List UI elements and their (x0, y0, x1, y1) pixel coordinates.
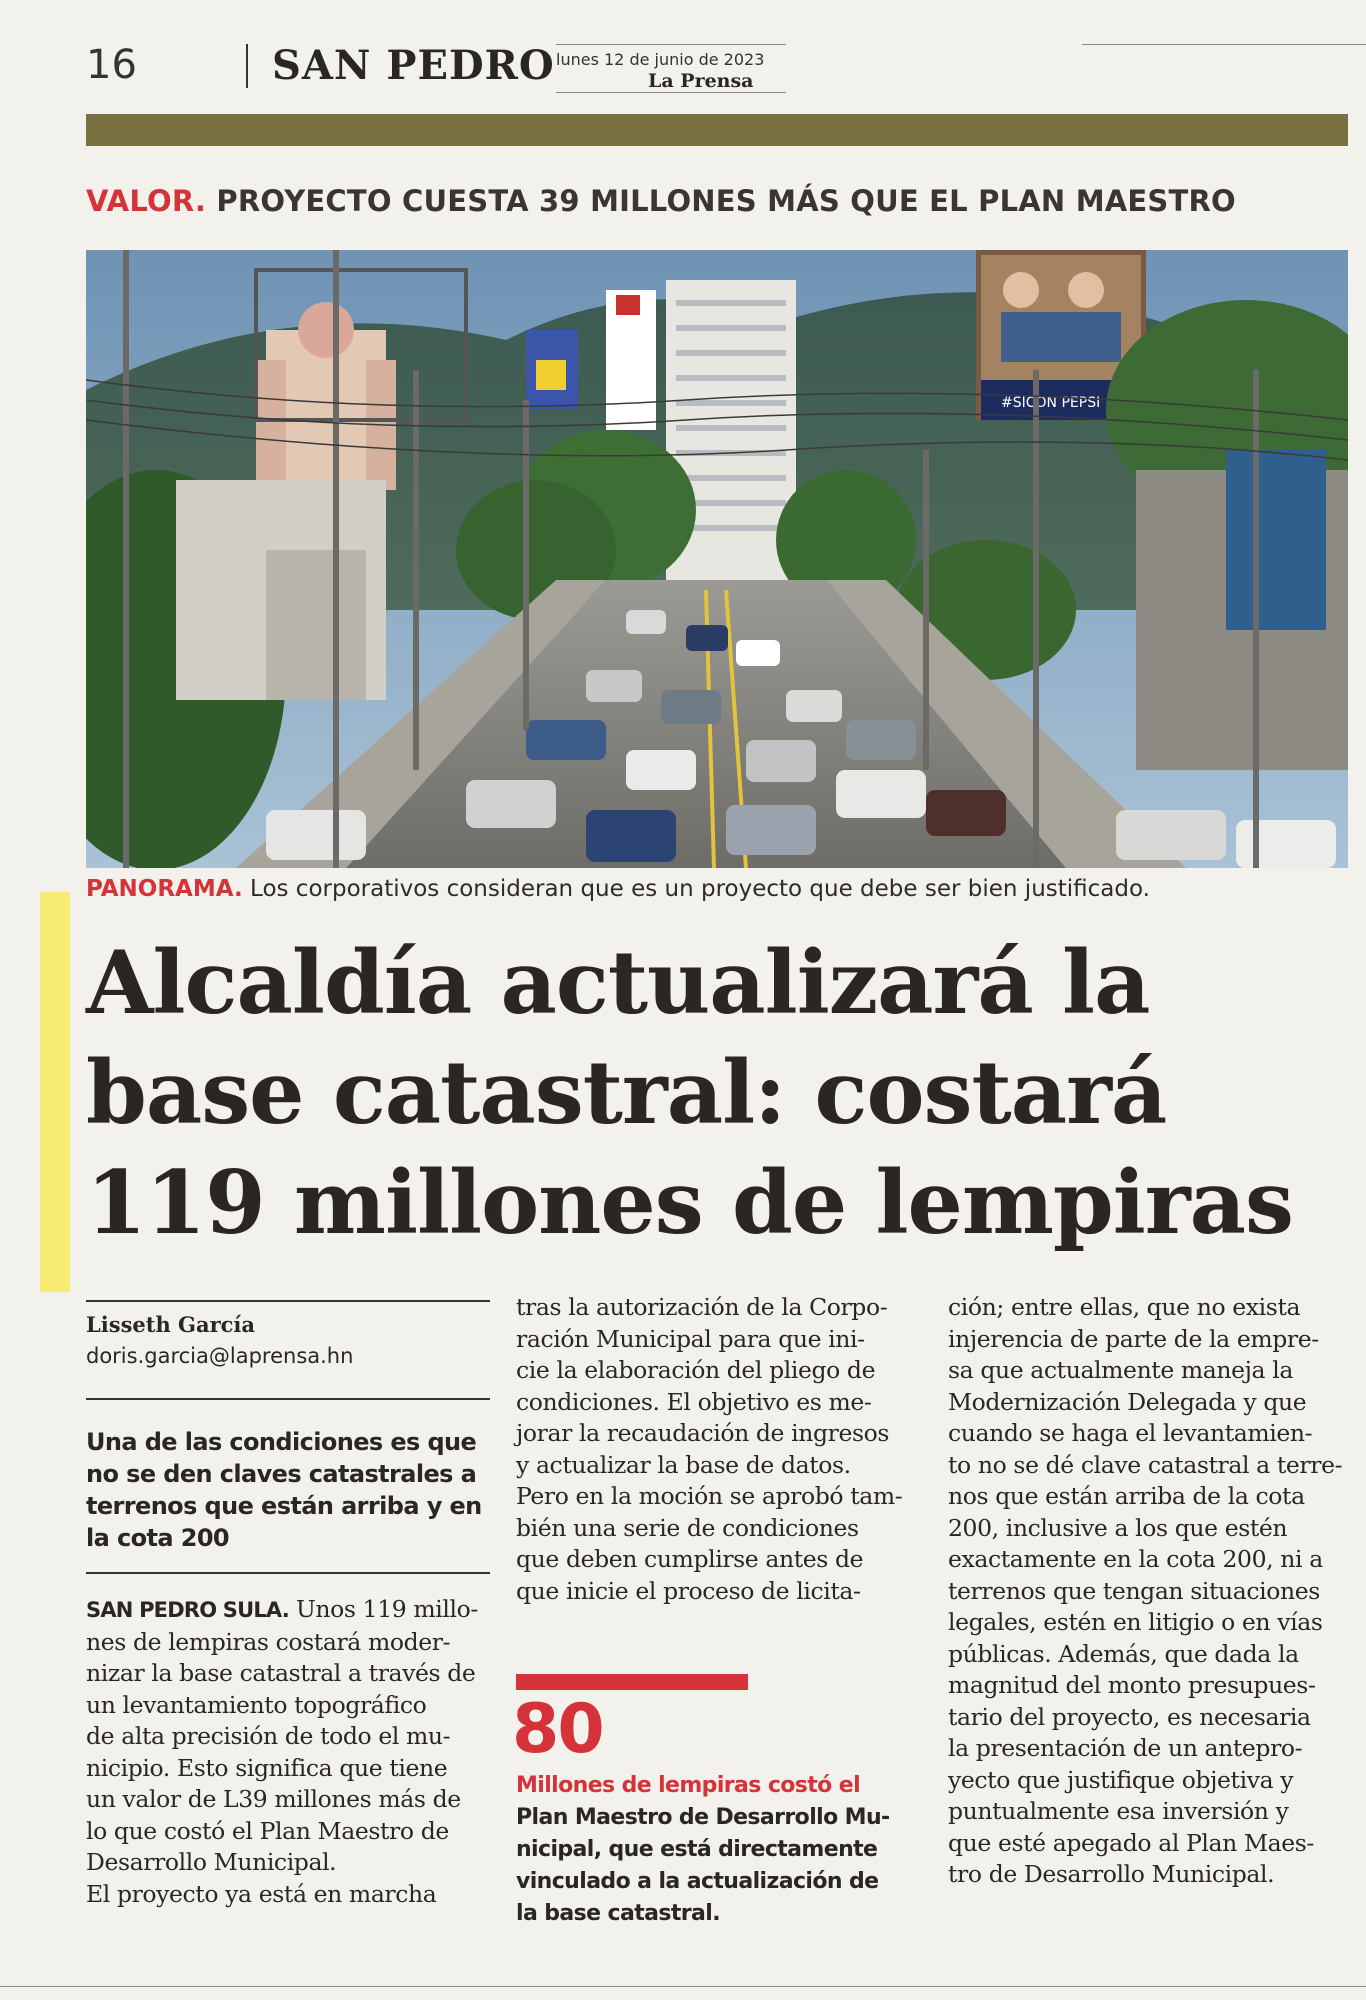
body-line: El proyecto ya está en marcha (86, 1879, 437, 1908)
stat-number: 80 (512, 1690, 603, 1769)
body-line: sa que actualmente maneja la (948, 1356, 1293, 1384)
body-line: nizar la base catastral a través de (86, 1659, 476, 1687)
summary-line: la cota 200 (86, 1524, 230, 1552)
summary-line: no se den claves catastrales a (86, 1460, 477, 1488)
body-line: cie la elaboración del pliego de (516, 1356, 876, 1384)
body-line: ción; entre ellas, que no exista (948, 1293, 1301, 1321)
newspaper-name: La Prensa (648, 70, 754, 92)
body-line: que inicie el proceso de licita- (516, 1576, 861, 1605)
stat-accent-bar (516, 1674, 748, 1690)
body-line: públicas. Además, que dada la (948, 1639, 1299, 1668)
byline-email: doris.garcia@laprensa.hn (86, 1344, 354, 1368)
body-line: Pero en la moción se aprobó tam- (516, 1482, 903, 1510)
body-line: que esté apegado al Plan Maes- (948, 1828, 1314, 1857)
body-line: condiciones. El objetivo es me- (516, 1387, 872, 1416)
stat-line: nicipal, que está directamente (516, 1837, 878, 1862)
body-text: Unos 119 millo- (288, 1595, 478, 1623)
kicker-label: VALOR. (86, 184, 207, 218)
body-line: cuando se haga el levantamien- (948, 1419, 1313, 1447)
section-band (86, 114, 1348, 146)
headline (86, 928, 1348, 1258)
summary (86, 1426, 490, 1554)
billboard-text: #SICON PEPSI (1001, 395, 1101, 411)
header-rule-top (556, 44, 786, 45)
body-line: exactamente en la cota 200, ni a (948, 1545, 1323, 1573)
headline-line: Alcaldía actualizará la (86, 931, 1150, 1034)
body-line: Desarrollo Municipal. (86, 1848, 337, 1876)
page-number: 16 (86, 42, 137, 88)
headline-line: 119 millones de lempiras (86, 1151, 1293, 1254)
header-rule-top-right (1082, 44, 1366, 45)
body-line: tario del proyecto, es necesaria (948, 1702, 1311, 1731)
body-column-1 (86, 1594, 494, 1910)
body-line: lo que costó el Plan Maestro de (86, 1816, 449, 1845)
byline-author: Lisseth García (86, 1312, 256, 1337)
body-line: nicipio. Esto significa que tiene (86, 1753, 448, 1782)
caption-text: Los corporativos consideran que es un proyecto que debe ser bien justificado. (250, 876, 1150, 902)
summary-rule (86, 1572, 490, 1574)
body-line: jorar la recaudación de ingresos (516, 1419, 890, 1447)
body-line: un levantamiento topográfico (86, 1690, 427, 1719)
body-line: bién una serie de condiciones (516, 1513, 859, 1542)
stat-line: Millones de lempiras costó el (516, 1773, 861, 1798)
body-line: magnitud del monto presupues- (948, 1671, 1316, 1699)
body-line: de alta precisión de todo el mu- (86, 1722, 451, 1750)
kicker (86, 184, 1236, 218)
section-title: SAN PEDRO (272, 42, 555, 89)
body-line: legales, estén en litigio o en vías (948, 1608, 1323, 1636)
byline-rule-top (86, 1300, 490, 1302)
body-line: ración Municipal para que ini- (516, 1324, 865, 1353)
body-line: terrenos que tengan situaciones (948, 1576, 1320, 1605)
header-rule-bottom (556, 92, 786, 93)
body-line: yecto que justifique objetiva y (948, 1765, 1294, 1794)
body-line: un valor de L39 millones más de (86, 1785, 461, 1813)
body-line: puntualmente esa inversión y (948, 1797, 1289, 1825)
body-line: la presentación de un antepro- (948, 1734, 1303, 1762)
body-line (86, 1594, 494, 1627)
stat-line: Plan Maestro de Desarrollo Mu- (516, 1805, 890, 1830)
stat-line: la base catastral. (516, 1901, 720, 1926)
body-line: Modernización Delegada y que (948, 1387, 1307, 1416)
body-line: to no se dé clave catastral a terre- (948, 1450, 1343, 1479)
caption-label: PANORAMA. (86, 876, 243, 902)
photo-caption (86, 876, 1150, 902)
dateline: SAN PEDRO SULA. (86, 1598, 289, 1622)
body-line: nos que están arriba de la cota (948, 1482, 1305, 1510)
kicker-text: PROYECTO CUESTA 39 MILLONES MÁS QUE EL PLAN MAESTRO (216, 184, 1236, 218)
body-line: y actualizar la base de datos. (516, 1450, 851, 1479)
body-line: injerencia de parte de la empre- (948, 1324, 1319, 1353)
body-line: tras la autorización de la Corpo- (516, 1293, 888, 1321)
stat-description (516, 1770, 928, 1930)
summary-line: Una de las condiciones es que (86, 1428, 477, 1456)
byline-rule-bottom (86, 1398, 490, 1400)
page-bottom-rule (0, 1986, 1366, 1987)
highlighter-mark (40, 892, 70, 1292)
street-photo (86, 250, 1348, 868)
street-photo-illustration (86, 250, 1348, 868)
body-column-3 (948, 1292, 1348, 1891)
headline-line: base catastral: costará (86, 1041, 1167, 1144)
summary-line: terrenos que están arriba y en (86, 1492, 482, 1520)
body-column-2 (516, 1292, 928, 1607)
body-line: nes de lempiras costará moder- (86, 1627, 451, 1656)
body-line: que deben cumplirse antes de (516, 1545, 864, 1573)
issue-date: lunes 12 de junio de 2023 (556, 50, 765, 69)
header-divider (246, 44, 248, 88)
stat-line: vinculado a la actualización de (516, 1869, 879, 1894)
body-line: tro de Desarrollo Municipal. (948, 1860, 1275, 1888)
body-line: 200, inclusive a los que estén (948, 1513, 1288, 1542)
